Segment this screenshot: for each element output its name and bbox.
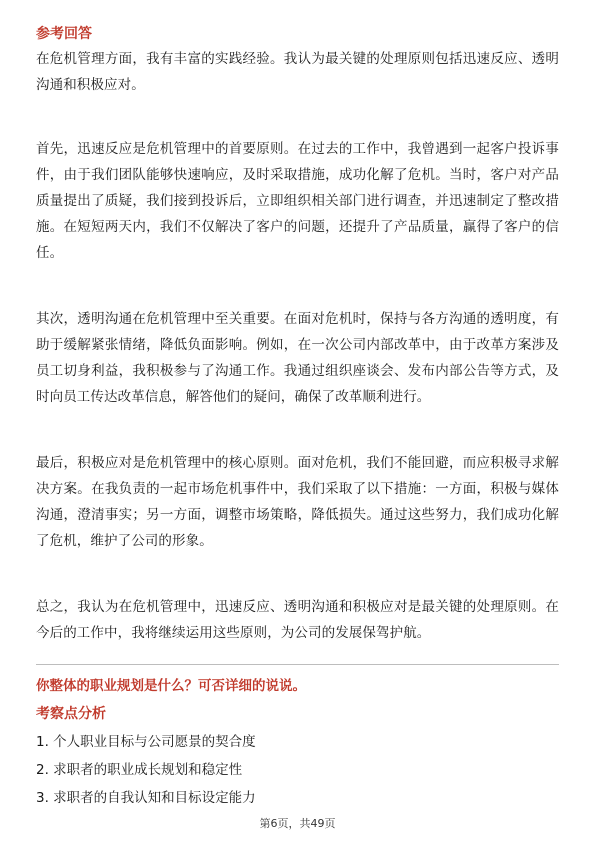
page-footer: 第6页，共49页 bbox=[259, 817, 336, 830]
reference-answer-heading: 参考回答 bbox=[36, 26, 92, 42]
paragraph-intro: 在危机管理方面，我有丰富的实践经验。我认为最关键的处理原则包括迅速反应、透明沟通和积极应对。 bbox=[36, 51, 559, 93]
paragraph-active-response: 最后，积极应对是危机管理中的核心原则。面对危机，我们不能回避，而应积极寻求解决方案。在我负责的一起市场危机事件中，我们采取了以下措施：一方面，积极与媒体沟通，澄清事实；另一方面，调整市场策略，降低损失。通过这些努力，我们成功化解了危机，维护了公司的形象。 bbox=[36, 455, 559, 549]
analysis-heading: 考察点分析 bbox=[36, 706, 106, 722]
analysis-item: 1. 个人职业目标与公司愿景的契合度 bbox=[36, 734, 256, 750]
paragraph-transparent-communication: 其次，透明沟通在危机管理中至关重要。在面对危机时，保持与各方沟通的透明度，有助于缓解紧张情绪，降低负面影响。例如，在一次公司内部改革中，由于改革方案涉及员工切身利益，我积极参与了沟通工作。我通过组织座谈会、发布内部公告等方式，及时向员工传达改革信息，解答他们的疑问，确保了改革顺利进行。 bbox=[36, 311, 559, 405]
paragraph-rapid-response: 首先，迅速反应是危机管理中的首要原则。在过去的工作中，我曾遇到一起客户投诉事件，由于我们团队能够快速响应，及时采取措施，成功化解了危机。当时，客户对产品质量提出了质疑，我们接到投诉后，立即组织相关部门进行调查，并迅速制定了整改措施。在短短两天内，我们不仅解决了客户的问题，还提升了产品质量，赢得了客户的信任。 bbox=[36, 141, 559, 261]
analysis-item: 2. 求职者的职业成长规划和稳定性 bbox=[36, 762, 243, 778]
section-divider bbox=[36, 664, 559, 665]
paragraph-summary: 总之，我认为在危机管理中，迅速反应、透明沟通和积极应对是最关键的处理原则。在今后的工作中，我将继续运用这些原则，为公司的发展保驾护航。 bbox=[36, 599, 559, 641]
next-question: 你整体的职业规划是什么？可否详细的说说。 bbox=[36, 678, 306, 694]
analysis-item: 3. 求职者的自我认知和目标设定能力 bbox=[36, 790, 256, 806]
